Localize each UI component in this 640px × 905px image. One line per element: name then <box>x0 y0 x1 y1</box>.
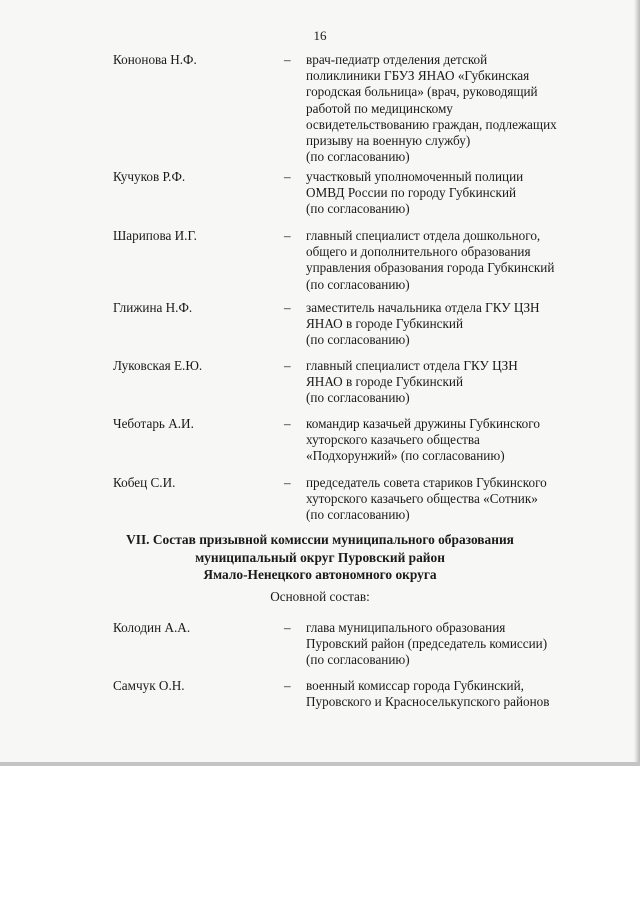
description-line: главный специалист отдела дошкольного, <box>306 228 541 243</box>
dash: – <box>284 300 291 315</box>
description-line: (по согласованию) <box>306 201 410 217</box>
description-line: (по согласованию) <box>306 390 410 406</box>
description-line: хуторского казачьего общества «Сотник» <box>306 491 538 507</box>
section-subtitle: Основной состав: <box>270 589 370 604</box>
description-line: поликлиники ГБУЗ ЯНАО «Губкинская <box>306 68 530 84</box>
description-line: (по согласованию) <box>306 507 410 523</box>
description-line: «Подхорунжий» (по согласованию) <box>306 448 505 464</box>
member-description <box>306 300 606 349</box>
member-name: Кононова Н.Ф. <box>113 52 197 67</box>
description-line: ЯНАО в городе Губкинский <box>306 316 464 332</box>
member-name: Кобец С.И. <box>113 475 176 490</box>
description-line: освидетельствованию граждан, подлежащих <box>306 116 557 132</box>
description-line: общего и дополнительного образования <box>306 244 531 260</box>
section-title-line: муниципальный округ Пуровский район <box>195 549 445 565</box>
description-line: призыву на военную службу) <box>306 133 471 149</box>
description-line: (по согласованию) <box>306 149 410 165</box>
description-line: заместитель начальника отдела ГКУ ЦЗН <box>306 300 540 315</box>
member-description <box>306 678 606 710</box>
member-description <box>306 52 606 165</box>
description-line: главный специалист отдела ГКУ ЦЗН <box>306 358 518 373</box>
description-line: работой по медицинскому <box>306 100 453 116</box>
member-name: Луковская Е.Ю. <box>113 358 203 373</box>
member-description <box>306 475 606 524</box>
section-title <box>0 531 640 584</box>
member-name: Глижина Н.Ф. <box>113 300 193 315</box>
description-line: Пуровского и Красноселькупского районов <box>306 694 550 710</box>
member-name: Кучуков Р.Ф. <box>113 169 186 184</box>
dash: – <box>284 358 291 373</box>
page-edge-shadow <box>634 0 640 766</box>
description-line: военный комиссар города Губкинский, <box>306 678 524 693</box>
description-line: ОМВД России по городу Губкинский <box>306 185 517 201</box>
page-number: 16 <box>313 28 327 43</box>
description-line: хуторского казачьего общества <box>306 432 480 448</box>
section-title-line: VII. Состав призывной комиссии муниципального образования <box>126 532 514 547</box>
page-bottom-edge <box>0 762 640 766</box>
dash: – <box>284 475 291 490</box>
section-title-line: Ямало-Ненецкого автономного округа <box>203 567 437 582</box>
description-line: (по согласованию) <box>306 652 410 668</box>
description-line: (по согласованию) <box>306 332 410 348</box>
description-line: председатель совета стариков Губкинского <box>306 475 547 490</box>
description-line: Пуровский район (председатель комиссии) <box>306 636 548 652</box>
member-name: Чеботарь А.И. <box>113 416 194 431</box>
dash: – <box>284 416 291 431</box>
description-line: управления образования города Губкинский <box>306 260 555 276</box>
dash: – <box>284 228 291 243</box>
member-name: Колодин А.А. <box>113 620 191 635</box>
description-line: врач-педиатр отделения детской <box>306 52 488 67</box>
member-description <box>306 620 606 669</box>
dash: – <box>284 620 291 635</box>
description-line: участковый уполномоченный полиции <box>306 169 524 184</box>
description-line: ЯНАО в городе Губкинский <box>306 374 464 390</box>
description-line: городская больница» (врач, руководящий <box>306 84 538 100</box>
member-name: Самчук О.Н. <box>113 678 185 693</box>
dash: – <box>284 678 291 693</box>
member-name: Шарипова И.Г. <box>113 228 197 243</box>
member-description <box>306 358 606 407</box>
description-line: (по согласованию) <box>306 276 410 292</box>
member-description <box>306 416 606 465</box>
dash: – <box>284 169 291 184</box>
description-line: глава муниципального образования <box>306 620 506 635</box>
dash: – <box>284 52 291 67</box>
description-line: командир казачьей дружины Губкинского <box>306 416 540 431</box>
member-description <box>306 228 606 293</box>
member-description <box>306 169 606 218</box>
